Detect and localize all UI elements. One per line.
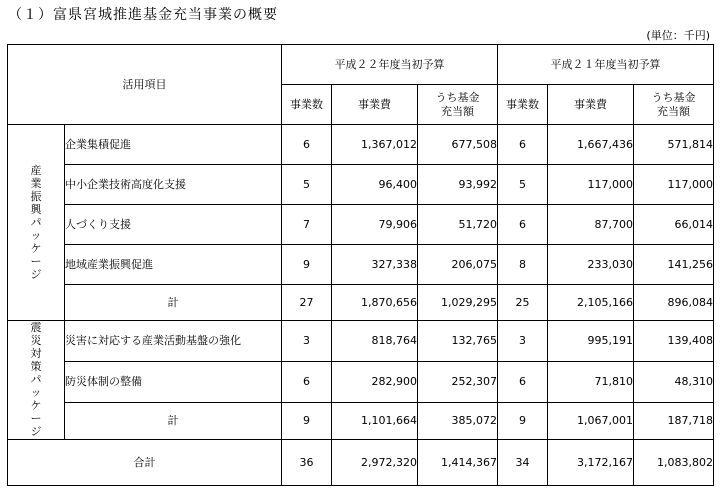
cell-h21-cost: 2,105,166 bbox=[548, 285, 634, 321]
total-row bbox=[8, 440, 714, 486]
cell-h21-cost: 87,700 bbox=[548, 205, 634, 245]
header-h21-fund-line2: 充当額 bbox=[657, 104, 690, 118]
cell-h22-fund: 206,075 bbox=[418, 245, 498, 285]
cell-h21-fund: 48,310 bbox=[634, 362, 714, 403]
row-name: 災害に対応する産業活動基盤の強化 bbox=[65, 321, 282, 362]
cell-h22-fund: 1,414,367 bbox=[418, 440, 498, 486]
row-name: 防災体制の整備 bbox=[65, 362, 282, 403]
section-label-industry: 産業振興パッケージ bbox=[8, 125, 65, 321]
cell-h21-count: 6 bbox=[498, 205, 548, 245]
cell-h22-cost: 818,764 bbox=[332, 321, 418, 362]
cell-h21-cost: 233,030 bbox=[548, 245, 634, 285]
cell-h21-fund: 141,256 bbox=[634, 245, 714, 285]
cell-h22-count: 27 bbox=[282, 285, 332, 321]
cell-h22-cost: 96,400 bbox=[332, 165, 418, 205]
cell-h21-count: 6 bbox=[498, 125, 548, 165]
cell-h21-count: 8 bbox=[498, 245, 548, 285]
header-h21-fund bbox=[634, 85, 714, 125]
cell-h22-cost: 79,906 bbox=[332, 205, 418, 245]
cell-h22-cost: 282,900 bbox=[332, 362, 418, 403]
cell-h22-cost: 1,367,012 bbox=[332, 125, 418, 165]
cell-h21-cost: 3,172,167 bbox=[548, 440, 634, 486]
cell-h21-fund: 896,084 bbox=[634, 285, 714, 321]
cell-h21-fund: 187,718 bbox=[634, 403, 714, 440]
cell-h21-cost: 995,191 bbox=[548, 321, 634, 362]
cell-h21-fund: 571,814 bbox=[634, 125, 714, 165]
cell-h22-fund: 93,992 bbox=[418, 165, 498, 205]
fund-summary-table bbox=[7, 44, 714, 486]
header-h21-cost: 事業費 bbox=[548, 85, 634, 125]
table-row bbox=[8, 321, 714, 362]
cell-h21-count: 3 bbox=[498, 321, 548, 362]
table-row bbox=[8, 245, 714, 285]
table-row bbox=[8, 205, 714, 245]
cell-h22-count: 5 bbox=[282, 165, 332, 205]
subtotal-row bbox=[8, 285, 714, 321]
cell-h21-count: 34 bbox=[498, 440, 548, 486]
cell-h21-cost: 71,810 bbox=[548, 362, 634, 403]
subtotal-row bbox=[8, 403, 714, 440]
cell-h22-fund: 677,508 bbox=[418, 125, 498, 165]
cell-h22-fund: 1,029,295 bbox=[418, 285, 498, 321]
header-h21-fund-line1: うち基金 bbox=[651, 90, 696, 104]
section-label-disaster: 震災対策パッケージ bbox=[8, 321, 65, 440]
header-h22-fund-line1: うち基金 bbox=[435, 90, 480, 104]
cell-h21-cost: 117,000 bbox=[548, 165, 634, 205]
cell-h21-count: 5 bbox=[498, 165, 548, 205]
cell-h22-cost: 1,101,664 bbox=[332, 403, 418, 440]
cell-h21-count: 6 bbox=[498, 362, 548, 403]
page-title: （１）富県宮城推進基金充当事業の概要 bbox=[8, 7, 278, 23]
total-label: 合計 bbox=[8, 440, 282, 486]
header-h22-fund bbox=[418, 85, 498, 125]
header-h22-cost: 事業費 bbox=[332, 85, 418, 125]
cell-h22-cost: 1,870,656 bbox=[332, 285, 418, 321]
header-h22-fund-line2: 充当額 bbox=[441, 104, 474, 118]
cell-h22-cost: 2,972,320 bbox=[332, 440, 418, 486]
cell-h22-count: 7 bbox=[282, 205, 332, 245]
cell-h22-fund: 51,720 bbox=[418, 205, 498, 245]
cell-h21-cost: 1,667,436 bbox=[548, 125, 634, 165]
row-name: 地域産業振興促進 bbox=[65, 245, 282, 285]
cell-h22-count: 6 bbox=[282, 125, 332, 165]
cell-h22-fund: 252,307 bbox=[418, 362, 498, 403]
table-row bbox=[8, 125, 714, 165]
row-name: 人づくり支援 bbox=[65, 205, 282, 245]
cell-h21-count: 9 bbox=[498, 403, 548, 440]
cell-h22-count: 3 bbox=[282, 321, 332, 362]
cell-h21-count: 25 bbox=[498, 285, 548, 321]
cell-h22-fund: 132,765 bbox=[418, 321, 498, 362]
subtotal-label: 計 bbox=[65, 403, 282, 440]
row-name: 企業集積促進 bbox=[65, 125, 282, 165]
header-item: 活用項目 bbox=[8, 45, 282, 125]
header-group-h22: 平成２２年度当初予算 bbox=[282, 45, 498, 85]
cell-h22-cost: 327,338 bbox=[332, 245, 418, 285]
cell-h22-count: 9 bbox=[282, 245, 332, 285]
cell-h21-fund: 139,408 bbox=[634, 321, 714, 362]
table-row bbox=[8, 362, 714, 403]
unit-note: (単位：千円) bbox=[646, 29, 710, 42]
header-group-h21: 平成２１年度当初予算 bbox=[498, 45, 714, 85]
subtotal-label: 計 bbox=[65, 285, 282, 321]
cell-h22-count: 6 bbox=[282, 362, 332, 403]
cell-h21-fund: 117,000 bbox=[634, 165, 714, 205]
table-row bbox=[8, 165, 714, 205]
row-name: 中小企業技術高度化支援 bbox=[65, 165, 282, 205]
cell-h21-cost: 1,067,001 bbox=[548, 403, 634, 440]
cell-h21-fund: 1,083,802 bbox=[634, 440, 714, 486]
header-h22-count: 事業数 bbox=[282, 85, 332, 125]
header-h21-count: 事業数 bbox=[498, 85, 548, 125]
cell-h22-count: 9 bbox=[282, 403, 332, 440]
cell-h22-count: 36 bbox=[282, 440, 332, 486]
cell-h21-fund: 66,014 bbox=[634, 205, 714, 245]
cell-h22-fund: 385,072 bbox=[418, 403, 498, 440]
